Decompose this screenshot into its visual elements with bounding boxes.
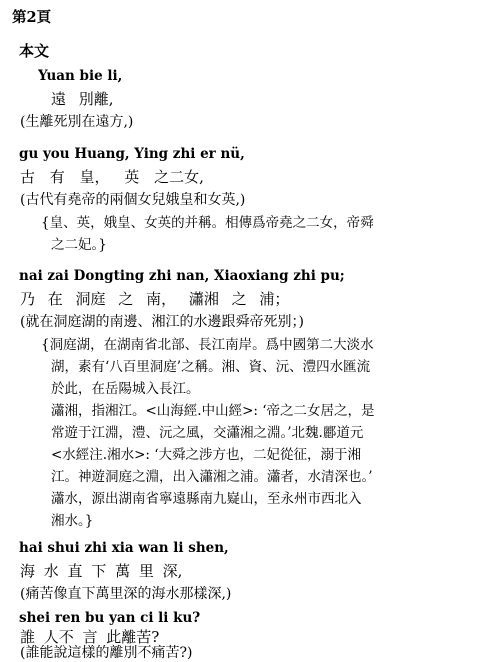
translation-line-1: (生離死別在遠方,) [20, 114, 134, 130]
note-line: {洞庭湖，在湖南省北部、長江南岸。爲中國第二大淡水 [41, 337, 374, 353]
note-line: 瀟水，源出湖南省寧遠縣南九嶷山，至永州市西北入 [51, 491, 362, 507]
note-line: 江。神遊洞庭之淵，出入瀟湘之浦。瀟者，水清深也。’ [51, 469, 373, 485]
note-line: 瀟湘，指湘江。<山海經.中山經>: ‘帝之二女居之，是 [51, 403, 375, 419]
hanzi-line-4: 海 水 直 下 萬 里 深, [20, 562, 183, 580]
section-label: 本文 [19, 42, 50, 60]
hanzi-line-5: 誰 人不 言 此離苦? [20, 628, 160, 646]
note-line: 湘水。} [51, 513, 94, 529]
note-line: 湖，素有‘八百里洞庭’之稱。湘、資、沅、澧四水匯流 [51, 359, 371, 375]
translation-line-4: (痛苦像直下萬里深的海水那樣深,) [20, 586, 232, 602]
pinyin-line-2: gu you Huang, Ying zhi er nü, [19, 146, 245, 162]
pinyin-line-4: hai shui zhi xia wan li shen, [19, 540, 229, 556]
translation-line-5: (誰能說這樣的離別不痛苦?) [20, 645, 193, 661]
translation-line-2: (古代有堯帝的兩個女兒娥皇和女英,) [20, 192, 246, 208]
pinyin-line-5: shei ren bu yan ci li ku? [19, 610, 201, 626]
note-line: {皇、英，娥皇、女英的并稱。相傳爲帝堯之二女，帝舜 [41, 215, 374, 231]
note-line: <水經注.湘水>: ‘大舜之涉方也，二妃從征，溺于湘 [51, 447, 362, 463]
hanzi-line-3: 乃 在 洞庭 之 南， 瀟湘 之 浦； [20, 290, 290, 308]
hanzi-line-2: 古 有 皇， 英 之二女, [20, 168, 204, 186]
note-line: 於此，在岳陽城入長江。 [51, 381, 200, 397]
page-label: 第2頁 [12, 9, 52, 26]
pinyin-line-1: Yuan bie li, [38, 68, 123, 84]
pinyin-line-3: nai zai Dongting zhi nan, Xiaoxiang zhi pu; [19, 268, 345, 284]
translation-line-3: (就在洞庭湖的南邊、湘江的水邊跟舜帝死别；) [20, 314, 304, 330]
hanzi-line-1: 遠 別離, [51, 90, 114, 108]
note-line: 之二妃。} [51, 237, 107, 253]
note-line: 常遊于江淵，澧、沅之風，交瀟湘之淵。’北魏.酈道元 [51, 425, 364, 441]
